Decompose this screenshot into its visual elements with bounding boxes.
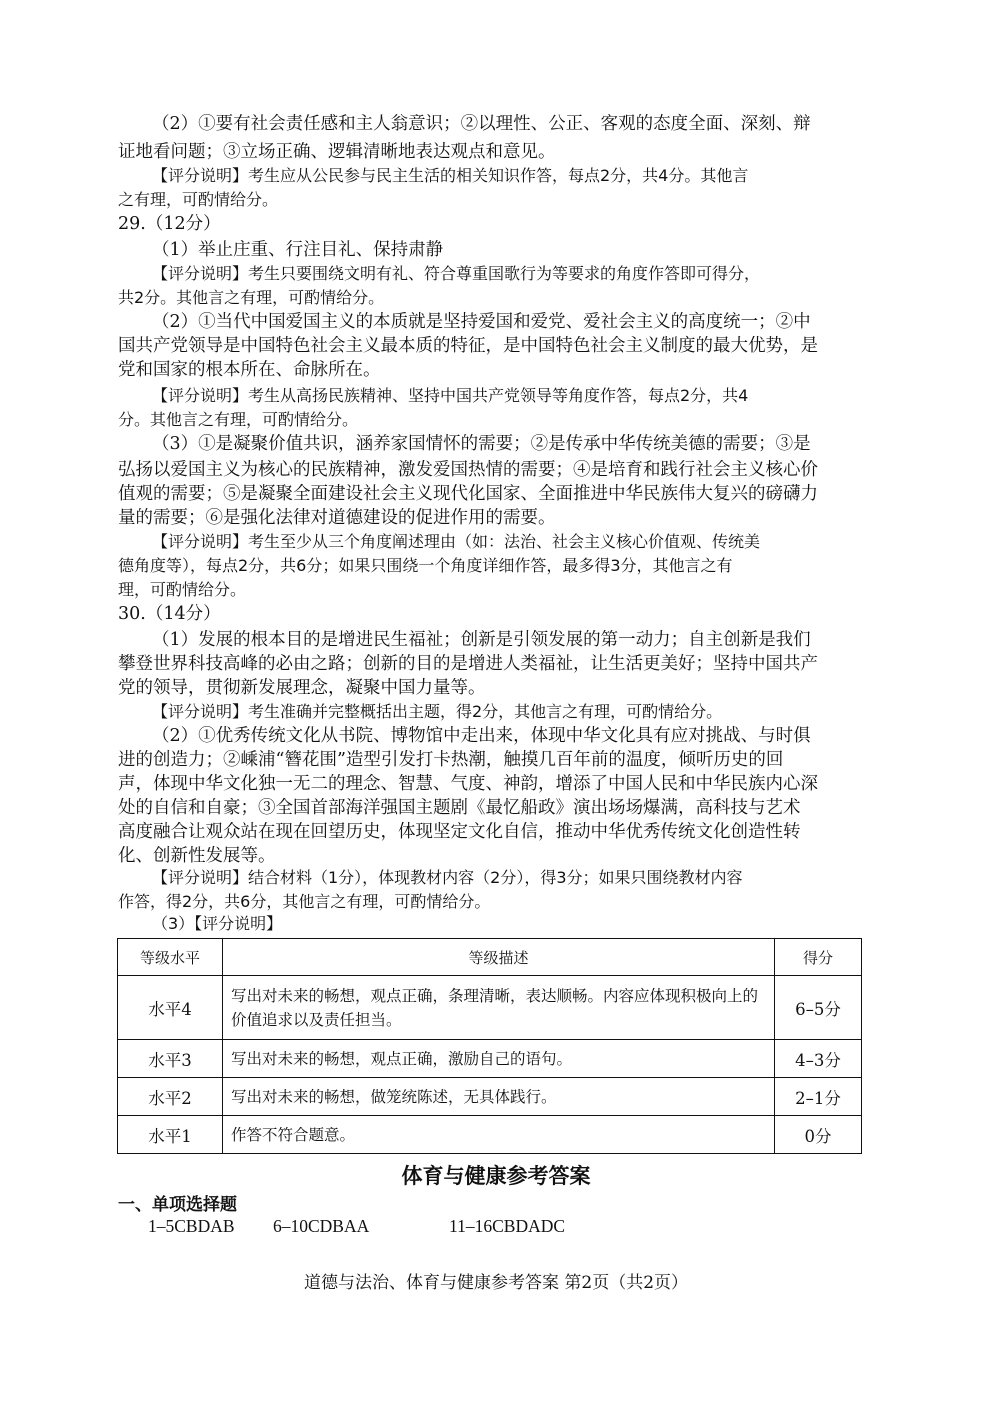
score-cell: 2–1分 bbox=[775, 1078, 862, 1116]
scoring-note: 分。其他言之有理，可酌情给分。 bbox=[118, 410, 359, 429]
answer-group: 1–5CBDAB bbox=[148, 1216, 235, 1236]
text-line: 进的创造力；②嵊浦“簪花围”造型引发打卡热潮，触摸几百年前的温度，倾听历史的回 bbox=[118, 750, 784, 770]
text-line: 量的需要；⑥是强化法律对道德建设的促进作用的需要。 bbox=[118, 508, 556, 528]
grading-table bbox=[117, 938, 862, 1154]
text-line: 党和国家的根本所在、命脉所在。 bbox=[118, 360, 381, 380]
text-line: 高度融合让观众站在现在回望历史，体现坚定文化自信，推动中华优秀传统文化创造性转 bbox=[118, 822, 801, 842]
answer-group: 11–16CBDADC bbox=[449, 1216, 566, 1236]
question-number: 30.（14分） bbox=[118, 604, 221, 624]
description-cell: 写出对未来的畅想，观点正确，激励自己的语句。 bbox=[223, 1040, 775, 1078]
text-line: （1）发展的根本目的是增进民生福祉；创新是引领发展的第一动力；自主创新是我们 bbox=[152, 630, 811, 650]
text-line: 攀登世界科技高峰的必由之路；创新的目的是增进人类福祉，让生活更美好；坚持中国共产 bbox=[118, 654, 818, 674]
scoring-note: 德角度等），每点2分，共6分；如果只围绕一个角度详细作答，最多得3分，其他言之有 bbox=[118, 556, 733, 575]
text-line: 声，体现中华文化独一无二的理念、智慧、气度、神韵，增添了中国人民和中华民族内心深 bbox=[118, 774, 818, 794]
scoring-note: 之有理，可酌情给分。 bbox=[118, 190, 279, 209]
scoring-note: 理，可酌情给分。 bbox=[118, 580, 247, 599]
text-line: 化、创新性发展等。 bbox=[118, 846, 276, 866]
description-cell: 作答不符合题意。 bbox=[223, 1116, 775, 1154]
level-cell: 水平1 bbox=[118, 1116, 223, 1154]
scoring-note: 【评分说明】考生准确并完整概括出主题，得2分，其他言之有理，可酌情给分。 bbox=[152, 702, 723, 721]
text-line: （2）①优秀传统文化从书院、博物馆中走出来，体现中华文化具有应对挑战、与时俱 bbox=[152, 726, 811, 746]
table-header-row bbox=[118, 939, 862, 976]
description-cell: 写出对未来的畅想，做笼统陈述，无具体践行。 bbox=[223, 1078, 775, 1116]
text-line: （1）举止庄重、行注目礼、保持肃静 bbox=[152, 240, 444, 260]
scoring-note: 共2分。其他言之有理，可酌情给分。 bbox=[118, 288, 385, 307]
level-cell: 水平2 bbox=[118, 1078, 223, 1116]
level-cell: 水平3 bbox=[118, 1040, 223, 1078]
text-line: （2）①当代中国爱国主义的本质就是坚持爱国和爱党、爱社会主义的高度统一；②中 bbox=[152, 312, 811, 332]
table-row bbox=[118, 1116, 862, 1154]
text-line: 弘扬以爱国主义为核心的民族精神，激发爱国热情的需要；④是培育和践行社会主义核心价 bbox=[118, 460, 818, 480]
text-line: （2）①要有社会责任感和主人翁意识；②以理性、公正、客观的态度全面、深刻、辩 bbox=[152, 114, 811, 134]
scoring-note: 【评分说明】考生应从公民参与民主生活的相关知识作答，每点2分，共4分。其他言 bbox=[152, 166, 749, 185]
level-cell: 水平4 bbox=[118, 976, 223, 1040]
score-cell: 6–5分 bbox=[775, 976, 862, 1040]
scoring-note: 【评分说明】考生从高扬民族精神、坚持中国共产党领导等角度作答，每点2分，共4 bbox=[152, 386, 749, 405]
answer-group: 6–10CDBAA bbox=[273, 1216, 370, 1236]
scoring-note: 【评分说明】考生只要围绕文明有礼、符合尊重国歌行为等要求的角度作答即可得分， bbox=[152, 264, 761, 283]
question-number: 29.（12分） bbox=[118, 214, 221, 234]
text-line: 值观的需要；⑤是凝聚全面建设社会主义现代化国家、全面推进中华民族伟大复兴的磅礴力 bbox=[118, 484, 818, 504]
table-row bbox=[118, 976, 862, 1040]
section-title: 一、单项选择题 bbox=[118, 1195, 237, 1215]
pe-answer-title: 体育与健康参考答案 bbox=[401, 1164, 591, 1188]
table-row bbox=[118, 1040, 862, 1078]
table-header: 等级描述 bbox=[223, 939, 775, 976]
scoring-note: 【评分说明】结合材料（1分），体现教材内容（2分），得3分；如果只围绕教材内容 bbox=[152, 868, 743, 887]
scoring-note: 作答，得2分，共6分，其他言之有理，可酌情给分。 bbox=[118, 892, 491, 911]
scoring-note: （3）【评分说明】 bbox=[152, 914, 283, 933]
table-row bbox=[118, 1078, 862, 1116]
scoring-note: 【评分说明】考生至少从三个角度阐述理由（如：法治、社会主义核心价值观、传统美 bbox=[152, 532, 761, 551]
score-cell: 4–3分 bbox=[775, 1040, 862, 1078]
description-cell: 写出对未来的畅想，观点正确，条理清晰，表达顺畅。内容应体现积极向上的价值追求以及责任担当。 bbox=[223, 976, 775, 1040]
text-line: 国共产党领导是中国特色社会主义最本质的特征，是中国特色社会主义制度的最大优势，是 bbox=[118, 336, 818, 356]
page-footer: 道德与法治、体育与健康参考答案 第2页（共2页） bbox=[303, 1273, 689, 1293]
text-line: 党的领导，贯彻新发展理念，凝聚中国力量等。 bbox=[118, 678, 486, 698]
score-cell: 0分 bbox=[775, 1116, 862, 1154]
table-header: 等级水平 bbox=[118, 939, 223, 976]
table-header: 得分 bbox=[775, 939, 862, 976]
text-line: 处的自信和自豪；③全国首部海洋强国主题剧《最忆船政》演出场场爆满，高科技与艺术 bbox=[118, 798, 801, 818]
text-line: 证地看问题；③立场正确、逻辑清晰地表达观点和意见。 bbox=[118, 142, 556, 162]
text-line: （3）①是凝聚价值共识，涵养家国情怀的需要；②是传承中华传统美德的需要；③是 bbox=[152, 434, 811, 454]
